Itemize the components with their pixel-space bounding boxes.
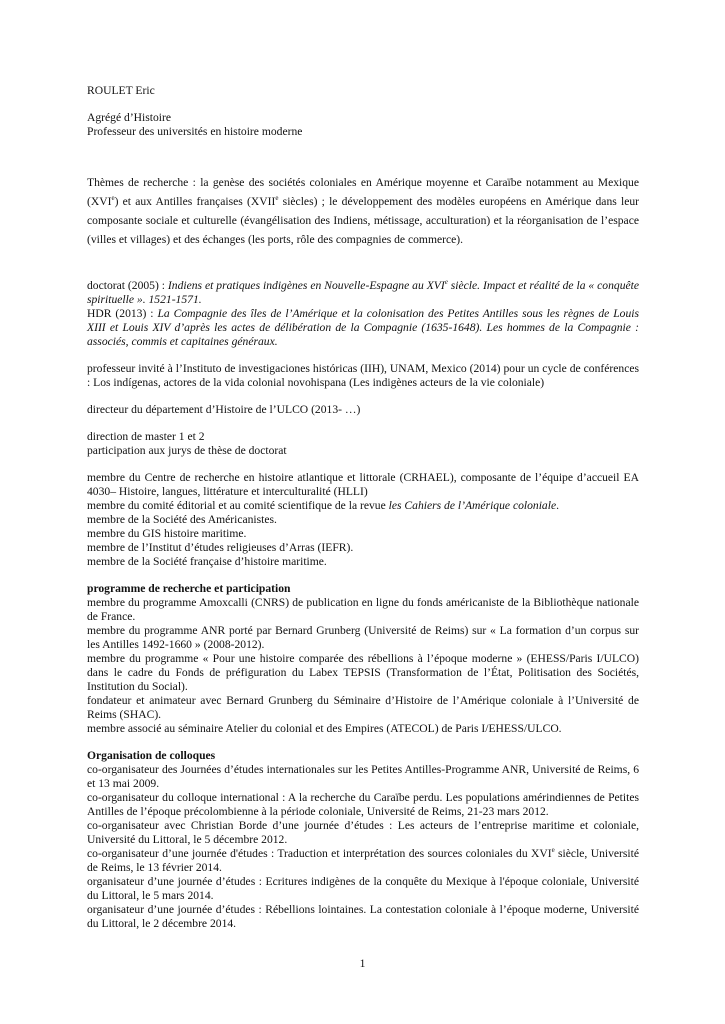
colloques-block [87, 749, 639, 931]
title-agrege: Agrégé d’Histoire [87, 111, 172, 124]
teaching-item: direction de master 1 et 2 [87, 430, 205, 443]
themes-sup-1: e [111, 194, 115, 203]
programme-item: membre du programme « Pour une histoire comparée des rébellions à l’époque moderne » (EHESS/Paris I/ULCO) dans le cadre du Fonds de préfiguration du Labex TEPSIS (Transformation de l’État, Politisation des Sociétés, Institution du Social). [87, 652, 639, 693]
programme-item: membre du programme Amoxcalli (CNRS) de publication en ligne du fonds américaniste de la Bibliothèque nationale de France. [87, 596, 639, 623]
membership-item: membre de l’Institut d’études religieuses d’Arras (IEFR). [87, 541, 354, 554]
author-name: ROULET Eric [87, 84, 155, 97]
cv-page [87, 84, 639, 931]
teaching-item: participation aux jurys de thèse de doctorat [87, 444, 287, 457]
colloque-item [87, 847, 639, 875]
colloque-4-text-b: siècle, Université de Reims, le 13 février 2014. [87, 847, 639, 874]
comite-prefix: membre du comité éditorial et au comité scientifique de la revue [87, 499, 389, 512]
programme-block [87, 582, 639, 736]
colloque-item: co-organisateur des Journées d’études internationales sur les Petites Antilles-Programme ANR, Université de Reims, 6 et 13 mai 2009. [87, 763, 639, 790]
titles-block [87, 111, 639, 139]
themes-text-3: siècles) ; le développement des modèles européens en Amérique dans leur composante sociale et culturelle (évangélisation des Indiens, métissage, acculturation) et la réorganisation de l’espace (villes et villages) et des échanges (les ports, rôle des compagnies de commerce). [87, 195, 639, 246]
colloque-item: organisateur d’une journée d’études : Rébellions lointaines. La contestation coloniale à l’époque moderne, Université du Littoral, le 2 décembre 2014. [87, 903, 639, 930]
membership-item: membre du GIS histoire maritime. [87, 527, 247, 540]
themes-sup-2: e [275, 194, 279, 203]
programme-item: fondateur et animateur avec Bernard Grunberg du Séminaire d’Histoire de l’Amérique coloniale à l’Université de Reims (SHAC). [87, 694, 639, 721]
theses-block [87, 279, 639, 349]
membership-crhael: membre du Centre de recherche en histoire atlantique et littorale (CRHAEL), composante de l’équipe d’accueil EA 4030– Histoire, langues, littérature et interculturalité (HLLI) [87, 471, 639, 498]
department-director: directeur du département d’Histoire de l’ULCO (2013- …) [87, 403, 361, 416]
hdr-entry [87, 307, 639, 349]
programme-item: membre du programme ANR porté par Bernard Grunberg (Université de Reims) sur « La formation d’un corpus sur les Antilles 1492-1660 » (2008-2012). [87, 624, 639, 651]
page-number: 1 [359, 957, 366, 970]
doctorat-title-a: Indiens et pratiques indigènes en Nouvelle-Espagne au XVI [167, 279, 445, 292]
colloque-4-sup: e [551, 846, 555, 855]
programme-item: membre associé au séminaire Atelier du colonial et des Empires (ATECOL) de Paris I/EHESS/ULCO. [87, 722, 562, 735]
doctorat-prefix: doctorat (2005) : [87, 279, 168, 292]
comite-revue: les Cahiers de l’Amérique coloniale [388, 499, 557, 512]
research-themes [87, 173, 639, 249]
doctorat-entry [87, 279, 639, 307]
title-professeur: Professeur des universités en histoire moderne [87, 125, 303, 138]
programme-heading: programme de recherche et participation [87, 582, 291, 595]
themes-text-1: Thèmes de recherche : la genèse des sociétés coloniales en Amérique moyenne et Caraïbe notamment au Mexique (XVI [87, 176, 639, 208]
themes-text-2: ) et aux Antilles françaises (XVII [114, 195, 276, 208]
teaching-block [87, 430, 639, 458]
guest-professor: professeur invité à l’Instituto de investigaciones históricas (IIH), UNAM, Mexico (2014) pour un cycle de conférences : Los indígenas, actores de la vida colonial novohispana (Les indigènes acteurs de la vie coloniale) [87, 362, 639, 389]
colloque-4-text-a: co-organisateur d’une journée d'études : Traduction et interprétation des sources coloniales du XVI [87, 847, 552, 860]
memberships-block [87, 471, 639, 569]
membership-comite [87, 499, 639, 513]
membership-item: membre de la Société des Américanistes. [87, 513, 277, 526]
doctorat-title-b: siècle. Impact et réalité de la « conquête spirituelle ». 1521-1571. [87, 279, 640, 306]
colloque-item: co-organisateur du colloque international : A la recherche du Caraïbe perdu. Les populations amérindiennes de Petites Antilles de l’époque précolombienne à la période coloniale, Université de Reims, 21-23 mars 2012. [87, 791, 639, 818]
membership-item: membre de la Société française d’histoire maritime. [87, 555, 327, 568]
doctorat-sup: e [444, 278, 448, 287]
colloque-item: organisateur d’une journée d’études : Ecritures indigènes de la conquête du Mexique à l'époque coloniale, Université du Littoral, le 5 mars 2014. [87, 875, 639, 902]
hdr-title: La Compagnie des îles de l’Amérique et la colonisation des Petites Antilles sous les règnes de Louis XIII et Louis XIV d’après les actes de délibération de la Compagnie (1635-1648). Les hommes de la Compagnie : associés, commis et capitaines généraux. [87, 307, 639, 348]
colloques-heading: Organisation de colloques [87, 749, 216, 762]
hdr-prefix: HDR (2013) : [87, 307, 158, 320]
comite-suffix: . [556, 499, 559, 512]
colloque-item: co-organisateur avec Christian Borde d’une journée d’études : Les acteurs de l’entreprise maritime et coloniale, Université du Littoral, le 5 décembre 2012. [87, 819, 639, 846]
